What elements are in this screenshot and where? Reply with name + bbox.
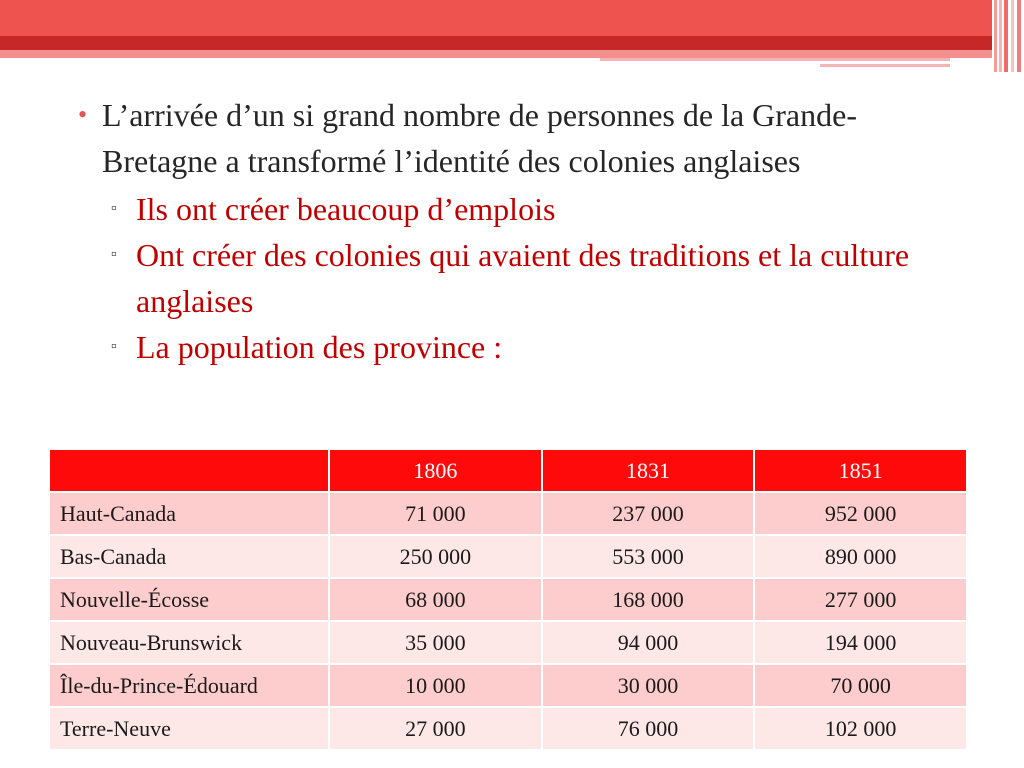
sub-bullet — [111, 232, 966, 324]
value-cell: 68 000 — [329, 578, 542, 621]
value-cell: 102 000 — [754, 707, 967, 750]
value-cell: 76 000 — [542, 707, 755, 750]
value-cell: 237 000 — [542, 492, 755, 535]
sub-bullet-list — [78, 186, 978, 370]
sub-bullet-text: Ont créer des colonies qui avaient des traditions et la culture anglaises — [136, 237, 910, 319]
header-vertical-stripe — [1011, 0, 1014, 72]
province-cell: Île-du-Prince-Édouard — [49, 664, 329, 707]
table-row — [49, 707, 967, 750]
value-cell: 71 000 — [329, 492, 542, 535]
header-vertical-stripe — [994, 0, 997, 72]
value-cell: 27 000 — [329, 707, 542, 750]
table-row — [49, 621, 967, 664]
header-band — [0, 0, 992, 36]
province-cell: Nouveau-Brunswick — [49, 621, 329, 664]
province-cell: Bas-Canada — [49, 535, 329, 578]
value-cell: 890 000 — [754, 535, 967, 578]
bullet-dot-icon: • — [78, 100, 88, 129]
table-row — [49, 664, 967, 707]
table-header-row — [49, 449, 967, 492]
header-vertical-stripe — [1004, 0, 1008, 72]
province-cell: Terre-Neuve — [49, 707, 329, 750]
value-cell: 30 000 — [542, 664, 755, 707]
value-cell: 10 000 — [329, 664, 542, 707]
value-cell: 277 000 — [754, 578, 967, 621]
value-cell: 94 000 — [542, 621, 755, 664]
bullet-square-icon: ▫ — [111, 246, 117, 263]
value-cell: 70 000 — [754, 664, 967, 707]
value-cell: 250 000 — [329, 535, 542, 578]
value-cell: 952 000 — [754, 492, 967, 535]
main-bullet-text: L’arrivée d’un si grand nombre de personnes de la Grande-Bretagne a transformé l’identité des colonies anglaises — [102, 97, 857, 179]
header-thin-line — [820, 64, 950, 67]
bullet-square-icon: ▫ — [111, 338, 117, 355]
province-cell: Haut-Canada — [49, 492, 329, 535]
sub-bullet-text: Ils ont créer beaucoup d’emplois — [136, 191, 556, 227]
header-thin-line — [600, 58, 950, 61]
table-header-cell: 1851 — [754, 449, 967, 492]
header-vertical-stripe — [999, 0, 1002, 72]
table-row — [49, 578, 967, 621]
province-cell: Nouvelle-Écosse — [49, 578, 329, 621]
header-decoration — [0, 0, 1024, 80]
bullet-square-icon: ▫ — [111, 200, 117, 217]
slide-content — [78, 92, 978, 370]
table-row — [49, 535, 967, 578]
sub-bullet — [111, 186, 966, 232]
population-table — [48, 448, 968, 751]
value-cell: 553 000 — [542, 535, 755, 578]
value-cell: 194 000 — [754, 621, 967, 664]
header-band-light — [0, 50, 992, 58]
header-vertical-stripe — [1017, 0, 1021, 72]
value-cell: 35 000 — [329, 621, 542, 664]
sub-bullet — [111, 324, 966, 370]
table-header-cell: 1806 — [329, 449, 542, 492]
table-header-cell: 1831 — [542, 449, 755, 492]
table-header-cell — [49, 449, 329, 492]
value-cell: 168 000 — [542, 578, 755, 621]
table-row — [49, 492, 967, 535]
sub-bullet-text: La population des province : — [136, 329, 503, 365]
header-band-dark — [0, 36, 992, 50]
main-bullet — [78, 92, 972, 184]
